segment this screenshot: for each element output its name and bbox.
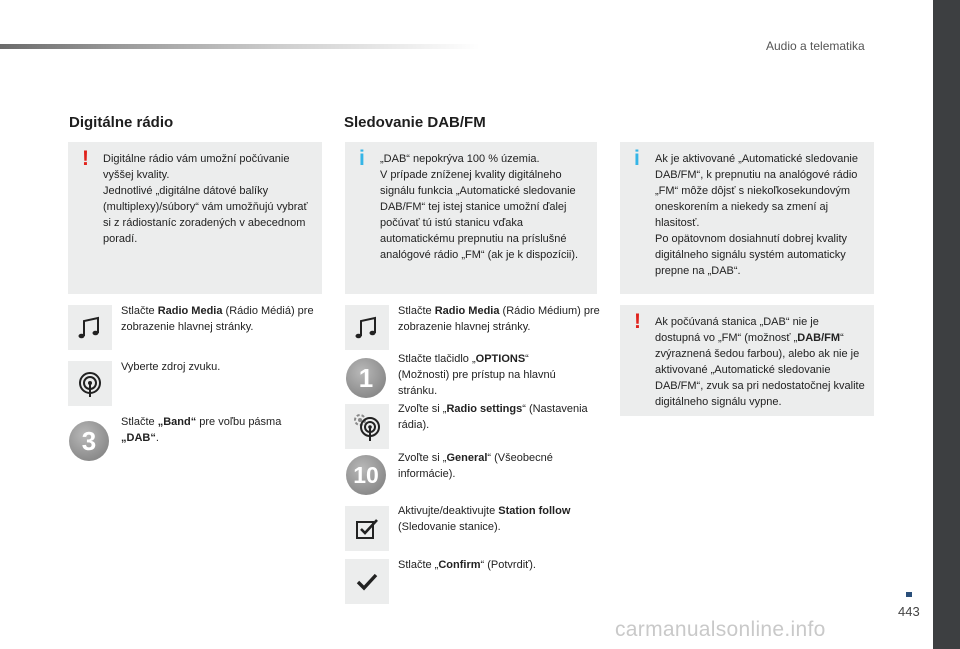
step-mid-1: Stlačte Radio Media (Rádio Médium) pre zobrazenie hlavnej stránky. [398, 305, 600, 333]
step-left-2: Vyberte zdroj zvuku. [121, 361, 221, 373]
radio-settings-icon [345, 404, 389, 449]
info-note-dab-coverage [345, 142, 597, 294]
step-mid-5: Aktivujte/deaktivujte Station follow (Sledovanie stanice). [398, 505, 571, 533]
step-left-1: Stlačte Radio Media (Rádio Médiá) pre zobrazenie hlavnej stránky. [121, 305, 314, 333]
note-text: Digitálne rádio vám umožní počúvanie vyššej kvality. Jednotlivé „digitálne dátové balíky (multiplexy)/súbory“ vám umožňujú vybrať si z rádiostaníc zoradených v abecednom poradí. [103, 153, 308, 245]
warning-mark: ! [634, 310, 641, 333]
step-mid-4: Zvoľte si „General“ (Všeobecné informácie). [398, 452, 553, 480]
section-title-dab-fm: Sledovanie DAB/FM [344, 114, 486, 131]
info-mark: i [634, 147, 640, 170]
warning-note-digital-radio [68, 142, 322, 294]
warning-mark: ! [82, 147, 89, 170]
step-left-3: Stlačte „Band“ pre voľbu pásma „DAB“. [121, 416, 282, 444]
music-note-icon [68, 305, 112, 350]
info-note-auto-follow [620, 142, 874, 294]
note-text: Ak počúvaná stanica „DAB“ nie je dostupná vo „FM“ (možnosť „DAB/FM“ zvýraznená šedou farbou), alebo ak nie je aktivované „Automatické sledovanie DAB/FM“, zvuk sa pri nedostatočnej kvalite digitálneho signálu vypne. [655, 316, 865, 408]
info-mark: i [359, 147, 365, 170]
checkmark-icon [345, 559, 389, 604]
page-marker [906, 592, 912, 597]
step-mid-2: Stlačte tlačidlo „OPTIONS“ (Možnosti) pre prístup na hlavnú stránku. [398, 353, 556, 397]
warning-note-fm-unavailable [620, 305, 874, 416]
watermark: carmanualsonline.info [615, 618, 826, 641]
step-number-1: 1 [346, 358, 386, 398]
note-text: „DAB“ nepokrýva 100 % územia. V prípade zníženej kvality digitálneho signálu funkcia „Automatické sledovanie DAB/FM“ tej istej stanice umožní ďalej počúvať tú istú stanicu vďaka automatickému prepnutiu na príslušné analógové rádio „FM“ (ak je k dispozícii). [380, 153, 579, 261]
step-number-10: 10 [346, 455, 386, 495]
music-note-icon [345, 305, 389, 350]
step-mid-6: Stlačte „Confirm“ (Potvrdiť). [398, 559, 536, 571]
right-sidebar-strip [933, 0, 960, 649]
chapter-title: Audio a telematika [766, 39, 865, 53]
checkbox-icon [345, 506, 389, 551]
note-text: Ak je aktivované „Automatické sledovanie DAB/FM“, k prepnutiu na analógové rádio „FM“ môže dôjsť s niekoľkosekundovým oneskorením a niekedy sa zmení aj hlasitosť. Po opätovnom dosiahnutí dobrej kvality digitálneho signálu systém automaticky prepne na „DAB“. [655, 153, 858, 277]
page-number: 443 [898, 604, 920, 619]
step-mid-3: Zvoľte si „Radio settings“ (Nastavenia rádia). [398, 403, 588, 431]
section-title-digital-radio: Digitálne rádio [69, 114, 174, 131]
step-number-3: 3 [69, 421, 109, 461]
header-gradient-bar [0, 44, 480, 49]
radio-source-icon [68, 361, 112, 406]
